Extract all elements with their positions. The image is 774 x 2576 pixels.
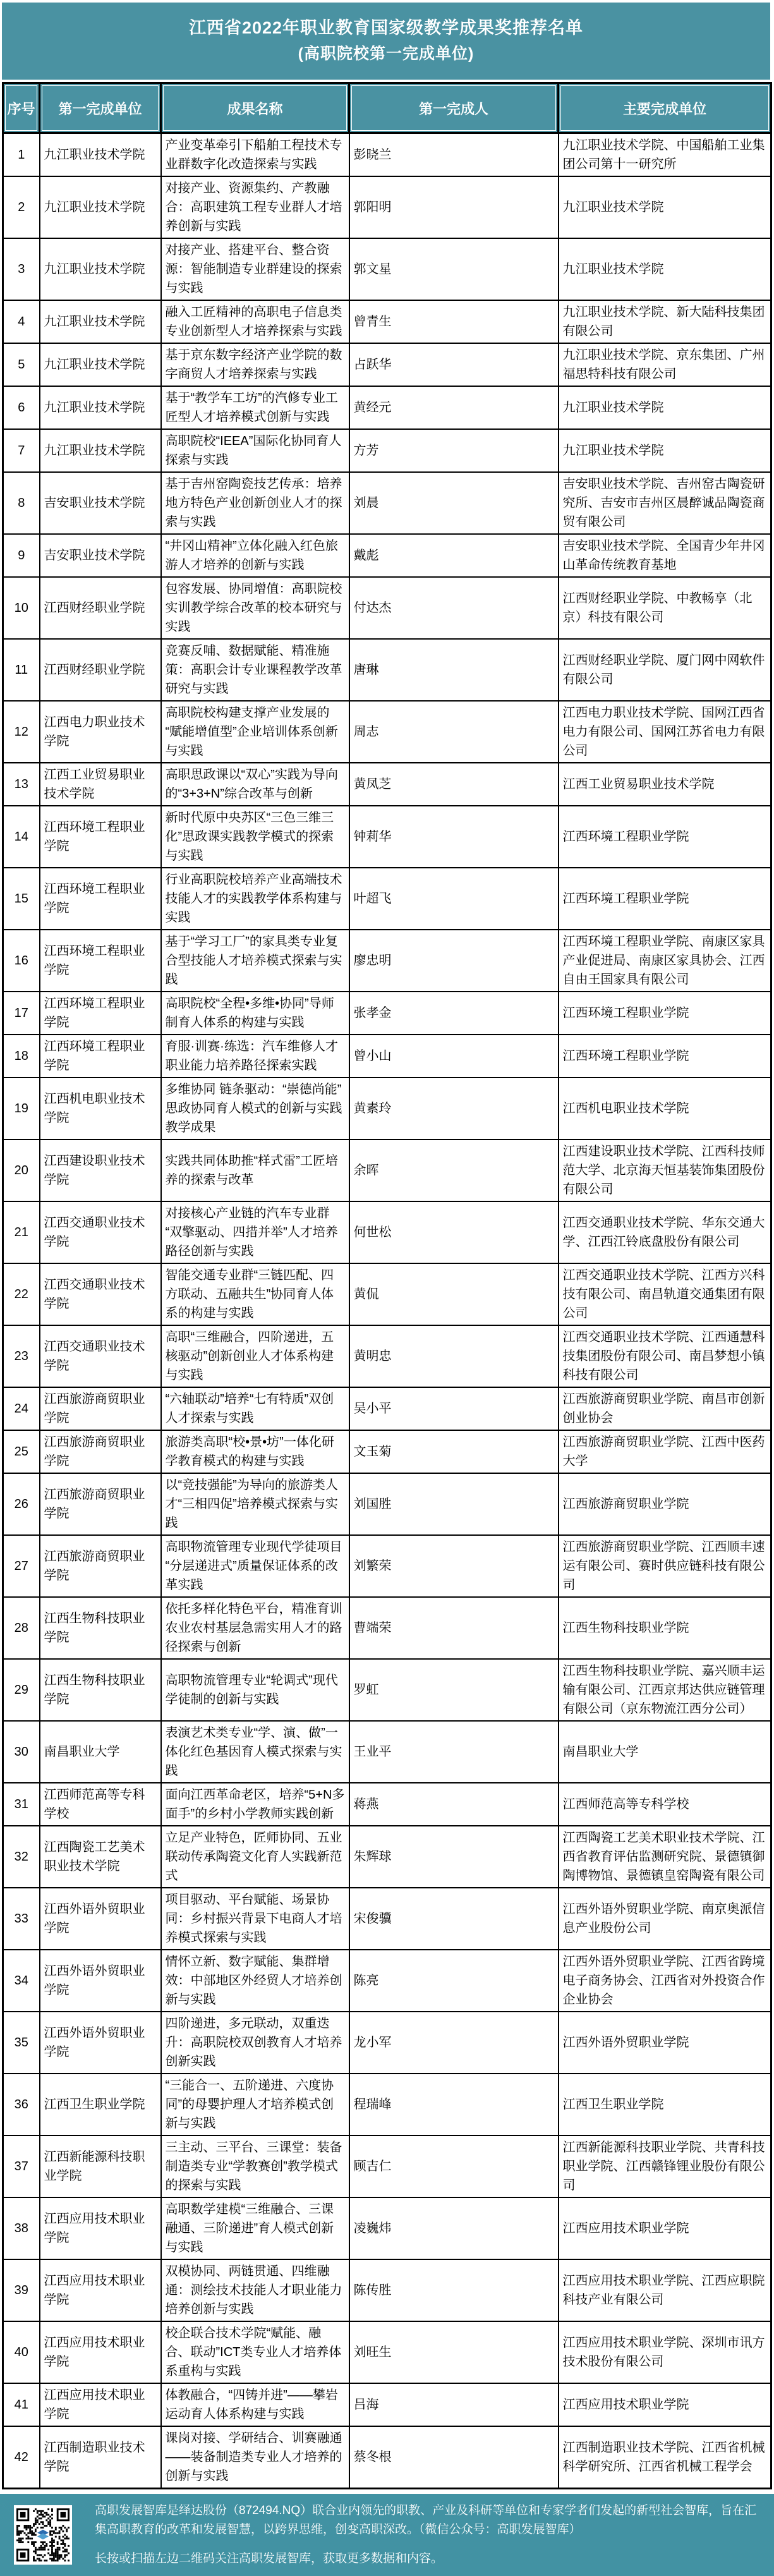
table-row	[3, 2074, 771, 2136]
row-number: 30	[3, 1721, 40, 1783]
table-row	[3, 1139, 771, 1201]
row-main-units: 南昌职业大学	[559, 1721, 771, 1783]
row-number: 19	[3, 1078, 40, 1139]
row-first-person: 钟莉华	[349, 806, 559, 868]
row-main-units: 江西生物科技职业学院、嘉兴顺丰运输有限公司、江西京邦达供应链管理有限公司（京东物流江西分公司）	[559, 1659, 771, 1721]
table-row	[3, 386, 771, 429]
row-number: 39	[3, 2259, 40, 2321]
row-achievement-name: 新时代原中央苏区“三色三维三化”思政课实践教学模式的探索与实践	[161, 806, 349, 868]
row-main-units: 江西环境工程职业学院、南康区家具产业促进局、南康区家具协会、江西自由王国家具有限公司	[559, 930, 771, 992]
row-number: 18	[3, 1035, 40, 1078]
row-first-unit: 江西交通职业技术学院	[40, 1325, 161, 1387]
row-first-person: 张孝金	[349, 992, 559, 1035]
row-achievement-name: 情怀立新、数字赋能、集群增效：中部地区外经贸人才培养创新与实践	[161, 1950, 349, 2012]
row-main-units: 江西环境工程职业学院	[559, 806, 771, 868]
table-row	[3, 992, 771, 1035]
row-main-units: 江西卫生职业学院	[559, 2074, 771, 2136]
row-first-unit: 江西应用技术职业学院	[40, 2197, 161, 2259]
table-row	[3, 238, 771, 300]
row-achievement-name: 产业变革牵引下船舶工程技术专业群数字化改造探索与实践	[161, 133, 349, 177]
table-row	[3, 2259, 771, 2321]
row-achievement-name: 校企联合技术学院“赋能、融合、联动”ICT类专业人才培养体系重构与实践	[161, 2321, 349, 2383]
row-main-units: 九江职业技术学院	[559, 386, 771, 429]
row-achievement-name: 基于“教学车工坊”的汽修专业工匠型人才培养模式创新与实践	[161, 386, 349, 429]
row-number: 36	[3, 2074, 40, 2136]
col-header-achievement: 成果名称	[161, 83, 349, 133]
row-number: 11	[3, 639, 40, 701]
row-achievement-name: 高职物流管理专业“轮调式”现代学徒制的创新与实践	[161, 1659, 349, 1721]
row-main-units: 江西环境工程职业学院	[559, 992, 771, 1035]
row-achievement-name: “六轴联动”培养“七有特质”双创人才探索与实践	[161, 1387, 349, 1430]
row-first-unit: 江西环境工程职业学院	[40, 868, 161, 930]
row-number: 40	[3, 2321, 40, 2383]
table-row	[3, 868, 771, 930]
row-first-person: 宋俊骥	[349, 1888, 559, 1950]
row-first-unit: 江西新能源科技职业学院	[40, 2136, 161, 2197]
row-main-units: 江西外语外贸职业学院	[559, 2012, 771, 2074]
row-achievement-name: 实践共同体助推“样式雷”工匠培养的探索与改革	[161, 1139, 349, 1201]
row-achievement-name: 对接产业、资源集约、产教融合：高职建筑工程专业群人才培养创新与实践	[161, 176, 349, 238]
col-header-first-unit: 第一完成单位	[40, 83, 161, 133]
table-row	[3, 2321, 771, 2383]
row-first-unit: 江西陶瓷工艺美术职业技术学院	[40, 1826, 161, 1888]
row-number: 37	[3, 2136, 40, 2197]
row-first-person: 凌巍炜	[349, 2197, 559, 2259]
row-first-unit: 江西环境工程职业学院	[40, 806, 161, 868]
row-main-units: 江西应用技术职业学院	[559, 2197, 771, 2259]
table-row	[3, 1826, 771, 1888]
row-first-unit: 江西交通职业技术学院	[40, 1263, 161, 1325]
page-subtitle: (高职院校第一完成单位)	[298, 45, 475, 63]
row-main-units: 吉安职业技术学院、吉州窑古陶瓷研究所、吉安市吉州区晨醉诚品陶瓷商贸有限公司	[559, 472, 771, 534]
row-first-person: 黄侃	[349, 1263, 559, 1325]
row-achievement-name: 基于吉州窑陶瓷技艺传承：培养地方特色产业创新创业人才的探索与实践	[161, 472, 349, 534]
row-number: 12	[3, 701, 40, 763]
row-achievement-name: 旅游类高职“校•景•坊”一体化研学教育模式的构建与实践	[161, 1430, 349, 1473]
row-first-person: 曹端荣	[349, 1597, 559, 1659]
row-achievement-name: 高职数学建模“三维融合、三课融通、三阶递进”育人模式创新与实践	[161, 2197, 349, 2259]
table-row	[3, 429, 771, 472]
row-achievement-name: 体教融合，“四铸并进”——攀岩运动育人体系构建与实践	[161, 2383, 349, 2426]
row-first-unit: 九江职业技术学院	[40, 429, 161, 472]
row-main-units: 江西师范高等专科学校	[559, 1783, 771, 1826]
row-achievement-name: 多维协同 链条驱动：“崇德尚能”思政协同育人模式的创新与实践教学成果	[161, 1078, 349, 1139]
row-first-unit: 九江职业技术学院	[40, 343, 161, 386]
row-first-unit: 江西生物科技职业学院	[40, 1659, 161, 1721]
row-number: 16	[3, 930, 40, 992]
row-main-units: 江西旅游商贸职业学院、江西中医药大学	[559, 1430, 771, 1473]
row-first-person: 黄明忠	[349, 1325, 559, 1387]
row-main-units: 九江职业技术学院、新大陆科技集团有限公司	[559, 300, 771, 343]
row-number: 38	[3, 2197, 40, 2259]
row-first-person: 方芳	[349, 429, 559, 472]
row-number: 31	[3, 1783, 40, 1826]
row-number: 32	[3, 1826, 40, 1888]
row-first-unit: 江西应用技术职业学院	[40, 2259, 161, 2321]
row-main-units: 江西环境工程职业学院	[559, 868, 771, 930]
row-first-unit: 江西旅游商贸职业学院	[40, 1387, 161, 1430]
row-main-units: 江西新能源科技职业学院、共青科技职业学院、江西赣锋锂业股份有限公司	[559, 2136, 771, 2197]
table-row	[3, 1888, 771, 1950]
qr-code	[14, 2505, 72, 2565]
table-row	[3, 701, 771, 763]
table-row	[3, 1473, 771, 1535]
row-achievement-name: 行业高职院校培养产业高端技术技能人才的实践教学体系构建与实践	[161, 868, 349, 930]
row-main-units: 江西陶瓷工艺美术职业技术学院、江西省教育评估监测研究院、景德镇御陶博物馆、景德镇皇窑陶瓷有限公司	[559, 1826, 771, 1888]
row-first-unit: 江西电力职业技术学院	[40, 701, 161, 763]
row-achievement-name: 对接产业、搭建平台、整合资源：智能制造专业群建设的探索与实践	[161, 238, 349, 300]
row-achievement-name: 面向江西革命老区，培养“5+N多面手”的乡村小学教师实践创新	[161, 1783, 349, 1826]
table-row	[3, 176, 771, 238]
row-first-person: 唐琳	[349, 639, 559, 701]
table-row	[3, 577, 771, 639]
row-main-units: 江西制造职业技术学院、江西省机械科学研究所、江西省机械工程学会	[559, 2426, 771, 2489]
row-achievement-name: 智能交通专业群“三链匹配、四方联动、五融共生”协同育人体系的构建与实践	[161, 1263, 349, 1325]
row-number: 15	[3, 868, 40, 930]
row-number: 33	[3, 1888, 40, 1950]
row-first-person: 刘繁荣	[349, 1535, 559, 1597]
row-first-unit: 江西应用技术职业学院	[40, 2383, 161, 2426]
row-number: 41	[3, 2383, 40, 2426]
row-achievement-name: 高职“三维融合，四阶递进，五核驱动”创新创业人才体系构建与实践	[161, 1325, 349, 1387]
row-first-unit: 吉安职业技术学院	[40, 472, 161, 534]
row-first-person: 罗虹	[349, 1659, 559, 1721]
row-number: 6	[3, 386, 40, 429]
row-first-unit: 江西师范高等专科学校	[40, 1783, 161, 1826]
table-row	[3, 1035, 771, 1078]
row-main-units: 江西建设职业技术学院、江西科技师范大学、北京海天恒基装饰集团股份有限公司	[559, 1139, 771, 1201]
row-main-units: 江西交通职业技术学院、江西方兴科技有限公司、南昌轨道交通集团有限公司	[559, 1263, 771, 1325]
row-achievement-name: 以“竞技强能”为导向的旅游类人才“三相四促”培养模式探索与实践	[161, 1473, 349, 1535]
row-main-units: 九江职业技术学院	[559, 238, 771, 300]
table-row	[3, 1535, 771, 1597]
row-achievement-name: 四阶递进，多元联动，双重迭升：高职院校双创教育人才培养创新实践	[161, 2012, 349, 2074]
table-row	[3, 534, 771, 577]
col-header-main-units: 主要完成单位	[559, 83, 771, 133]
row-first-person: 黄素玲	[349, 1078, 559, 1139]
col-header-no: 序号	[3, 83, 40, 133]
row-achievement-name: 项目驱动、平台赋能、场景协同：乡村振兴背景下电商人才培养模式探索与实践	[161, 1888, 349, 1950]
table-row	[3, 2136, 771, 2197]
row-first-person: 朱辉球	[349, 1826, 559, 1888]
row-achievement-name: 基于京东数字经济产业学院的数字商贸人才培养探索与实践	[161, 343, 349, 386]
table-row	[3, 763, 771, 806]
row-achievement-name: 高职院校“IEEA”国际化协同育人探索与实践	[161, 429, 349, 472]
row-first-person: 程瑞峰	[349, 2074, 559, 2136]
row-achievement-name: 高职院校构建支撑产业发展的“赋能增值型”企业培训体系创新与实践	[161, 701, 349, 763]
table-row	[3, 1430, 771, 1473]
row-first-unit: 江西环境工程职业学院	[40, 930, 161, 992]
table-row	[3, 343, 771, 386]
table-row	[3, 930, 771, 992]
table-row	[3, 1201, 771, 1263]
row-first-person: 吕海	[349, 2383, 559, 2426]
row-number: 3	[3, 238, 40, 300]
row-first-unit: 江西财经职业学院	[40, 577, 161, 639]
row-achievement-name: “井冈山精神”立体化融入红色旅游人才培养的创新与实践	[161, 534, 349, 577]
row-first-unit: 江西交通职业技术学院	[40, 1201, 161, 1263]
row-first-person: 何世松	[349, 1201, 559, 1263]
footer-scan-hint: 长按或扫描左边二维码关注高职发展智库，获取更多数据和内容。	[95, 2552, 444, 2565]
header-row	[3, 83, 771, 133]
row-first-person: 刘旺生	[349, 2321, 559, 2383]
row-number: 42	[3, 2426, 40, 2489]
row-first-unit: 江西外语外贸职业学院	[40, 1888, 161, 1950]
table-row	[3, 639, 771, 701]
row-main-units: 九江职业技术学院、京东集团、广州福思特科技有限公司	[559, 343, 771, 386]
table-row	[3, 2197, 771, 2259]
row-first-person: 周志	[349, 701, 559, 763]
row-achievement-name: 对接核心产业链的汽车专业群“双擎驱动、四措并举”人才培养路径创新与实践	[161, 1201, 349, 1263]
row-first-unit: 江西旅游商贸职业学院	[40, 1473, 161, 1535]
row-achievement-name: 融入工匠精神的高职电子信息类专业创新型人才培养探索与实践	[161, 300, 349, 343]
row-main-units: 江西机电职业技术学院	[559, 1078, 771, 1139]
row-main-units: 江西财经职业学院、厦门网中网软件有限公司	[559, 639, 771, 701]
row-first-person: 占跃华	[349, 343, 559, 386]
row-first-unit: 江西机电职业技术学院	[40, 1078, 161, 1139]
row-main-units: 江西外语外贸职业学院、江西省跨境电子商务协会、江西省对外投资合作企业协会	[559, 1950, 771, 2012]
row-first-person: 曾青生	[349, 300, 559, 343]
row-number: 28	[3, 1597, 40, 1659]
table-row	[3, 1325, 771, 1387]
row-main-units: 九江职业技术学院	[559, 429, 771, 472]
row-number: 14	[3, 806, 40, 868]
row-main-units: 江西交通职业技术学院、华东交通大学、江西江铃底盘股份有限公司	[559, 1201, 771, 1263]
row-achievement-name: 表演艺术类专业“学、演、做”一体化红色基因育人模式探索与实践	[161, 1721, 349, 1783]
row-first-unit: 江西制造职业技术学院	[40, 2426, 161, 2489]
table-row	[3, 300, 771, 343]
row-number: 35	[3, 2012, 40, 2074]
row-first-unit: 九江职业技术学院	[40, 176, 161, 238]
table-row	[3, 1721, 771, 1783]
row-first-unit: 江西外语外贸职业学院	[40, 1950, 161, 2012]
row-first-person: 余晖	[349, 1139, 559, 1201]
row-number: 20	[3, 1139, 40, 1201]
row-number: 5	[3, 343, 40, 386]
row-first-unit: 江西卫生职业学院	[40, 2074, 161, 2136]
row-achievement-name: 育服·训赛·练选：汽车维修人才职业能力培养路径探索实践	[161, 1035, 349, 1078]
row-number: 7	[3, 429, 40, 472]
row-number: 13	[3, 763, 40, 806]
row-achievement-name: 基于“学习工厂”的家具类专业复合型技能人才培养模式探索与实践	[161, 930, 349, 992]
row-first-unit: 江西旅游商贸职业学院	[40, 1535, 161, 1597]
row-number: 25	[3, 1430, 40, 1473]
row-first-unit: 南昌职业大学	[40, 1721, 161, 1783]
row-main-units: 九江职业技术学院	[559, 176, 771, 238]
row-achievement-name: 高职思政课以“双心”实践为导向的“3+3+N”综合改革与创新	[161, 763, 349, 806]
row-first-unit: 江西外语外贸职业学院	[40, 2012, 161, 2074]
table-body	[3, 133, 771, 2489]
row-main-units: 江西交通职业技术学院、江西通慧科技集团股份有限公司、南昌梦想小镇科技有限公司	[559, 1325, 771, 1387]
table-row	[3, 1078, 771, 1139]
row-number: 17	[3, 992, 40, 1035]
row-first-person: 文玉菊	[349, 1430, 559, 1473]
row-number: 27	[3, 1535, 40, 1597]
row-first-unit: 江西环境工程职业学院	[40, 992, 161, 1035]
row-main-units: 江西生物科技职业学院	[559, 1597, 771, 1659]
row-number: 26	[3, 1473, 40, 1535]
row-main-units: 九江职业技术学院、中国船舶工业集团公司第十一研究所	[559, 133, 771, 177]
row-first-unit: 江西建设职业技术学院	[40, 1139, 161, 1201]
row-achievement-name: 竞赛反哺、数据赋能、精准施策：高职会计专业课程教学改革研究与实践	[161, 639, 349, 701]
row-achievement-name: “三能合一、五阶递进、六度协同”的母婴护理人才培养模式创新与实践	[161, 2074, 349, 2136]
table-row	[3, 2383, 771, 2426]
row-first-person: 彭晓兰	[349, 133, 559, 177]
row-main-units: 江西旅游商贸职业学院、江西顺丰速运有限公司、赛时供应链科技有限公司	[559, 1535, 771, 1597]
row-achievement-name: 双模协同、两链贯通、四维融通：测绘技术技能人才职业能力培养创新与实践	[161, 2259, 349, 2321]
table-row	[3, 1387, 771, 1430]
awards-table	[2, 82, 772, 2489]
row-number: 29	[3, 1659, 40, 1721]
row-main-units: 江西财经职业学院、中教畅享（北京）科技有限公司	[559, 577, 771, 639]
table-row	[3, 1659, 771, 1721]
row-first-person: 廖忠明	[349, 930, 559, 992]
row-number: 10	[3, 577, 40, 639]
row-achievement-name: 三主动、三平台、三课堂：装备制造类专业“学教赛创”教学模式的探索与实践	[161, 2136, 349, 2197]
row-first-unit: 江西应用技术职业学院	[40, 2321, 161, 2383]
row-main-units: 吉安职业技术学院、全国青少年井冈山革命传统教育基地	[559, 534, 771, 577]
row-first-person: 龙小军	[349, 2012, 559, 2074]
footer-text	[95, 2501, 763, 2568]
table-row	[3, 1597, 771, 1659]
row-first-unit: 九江职业技术学院	[40, 133, 161, 177]
row-first-person: 戴彪	[349, 534, 559, 577]
row-first-person: 吴小平	[349, 1387, 559, 1430]
row-achievement-name: 高职院校“全程•多维•协同”导师制育人体系的构建与实践	[161, 992, 349, 1035]
row-first-person: 陈亮	[349, 1950, 559, 2012]
row-first-unit: 江西生物科技职业学院	[40, 1597, 161, 1659]
row-first-person: 顾吉仁	[349, 2136, 559, 2197]
col-header-first-person: 第一完成人	[349, 83, 559, 133]
footer-description: 高职发展智库是绎达股份（872494.NQ）联合业内领先的职教、产业及科研等单位和专家学者们发起的新型社会智库，旨在汇集高职教育的改革和发展智慧，以跨界思维，创变高职深改。（微信公众号：高职发展智库）	[95, 2504, 757, 2536]
row-first-unit: 江西旅游商贸职业学院	[40, 1430, 161, 1473]
row-main-units: 江西环境工程职业学院	[559, 1035, 771, 1078]
row-main-units: 江西外语外贸职业学院、南京奥派信息产业股份公司	[559, 1888, 771, 1950]
row-first-person: 刘国胜	[349, 1473, 559, 1535]
row-first-person: 蔡冬根	[349, 2426, 559, 2489]
row-first-person: 叶超飞	[349, 868, 559, 930]
row-achievement-name: 依托多样化特色平台，精准育训农业农村基层急需实用人才的路径探索与创新	[161, 1597, 349, 1659]
document-title-block	[2, 3, 770, 80]
row-number: 34	[3, 1950, 40, 2012]
page-title: 江西省2022年职业教育国家级教学成果奖推荐名单	[188, 18, 584, 37]
row-first-unit: 九江职业技术学院	[40, 300, 161, 343]
row-number: 9	[3, 534, 40, 577]
table-row	[3, 2426, 771, 2489]
row-main-units: 江西旅游商贸职业学院、南昌市创新创业协会	[559, 1387, 771, 1430]
row-number: 22	[3, 1263, 40, 1325]
table-row	[3, 472, 771, 534]
row-main-units: 江西旅游商贸职业学院	[559, 1473, 771, 1535]
row-first-person: 曾小山	[349, 1035, 559, 1078]
page	[0, 3, 774, 2576]
row-first-unit: 江西工业贸易职业技术学院	[40, 763, 161, 806]
row-first-unit: 九江职业技术学院	[40, 386, 161, 429]
row-first-person: 刘晨	[349, 472, 559, 534]
row-number: 4	[3, 300, 40, 343]
table-row	[3, 133, 771, 177]
row-number: 2	[3, 176, 40, 238]
row-main-units: 江西应用技术职业学院、江西应职院科技产业有限公司	[559, 2259, 771, 2321]
row-first-person: 黄凤芝	[349, 763, 559, 806]
row-first-person: 付达杰	[349, 577, 559, 639]
row-first-person: 陈传胜	[349, 2259, 559, 2321]
row-number: 24	[3, 1387, 40, 1430]
row-first-person: 郭文星	[349, 238, 559, 300]
table-header	[3, 83, 771, 133]
row-achievement-name: 课岗对接、学研结合、训赛融通——装备制造类专业人才培养的创新与实践	[161, 2426, 349, 2489]
row-first-unit: 九江职业技术学院	[40, 238, 161, 300]
row-main-units: 江西工业贸易职业技术学院	[559, 763, 771, 806]
row-first-unit: 江西环境工程职业学院	[40, 1035, 161, 1078]
row-main-units: 江西电力职业技术学院、国网江西省电力有限公司、国网江苏省电力有限公司	[559, 701, 771, 763]
table-row	[3, 1950, 771, 2012]
qr-code-icon	[16, 2508, 70, 2561]
row-first-unit: 吉安职业技术学院	[40, 534, 161, 577]
footer-banner	[0, 2494, 774, 2576]
table-row	[3, 1783, 771, 1826]
row-first-person: 蒋燕	[349, 1783, 559, 1826]
row-number: 8	[3, 472, 40, 534]
table-row	[3, 806, 771, 868]
row-first-person: 王业平	[349, 1721, 559, 1783]
row-first-person: 黄经元	[349, 386, 559, 429]
table-row	[3, 1263, 771, 1325]
row-number: 23	[3, 1325, 40, 1387]
row-first-person: 郭阳明	[349, 176, 559, 238]
row-number: 1	[3, 133, 40, 177]
row-first-unit: 江西财经职业学院	[40, 639, 161, 701]
row-achievement-name: 立足产业特色，匠师协同、五业联动传承陶瓷文化育人实践新范式	[161, 1826, 349, 1888]
row-achievement-name: 高职物流管理专业现代学徒项目“分层递进式”质量保证体系的改革实践	[161, 1535, 349, 1597]
row-achievement-name: 包容发展、协同增值：高职院校实训教学综合改革的校本研究与实践	[161, 577, 349, 639]
table-row	[3, 2012, 771, 2074]
row-main-units: 江西应用技术职业学院	[559, 2383, 771, 2426]
row-number: 21	[3, 1201, 40, 1263]
row-main-units: 江西应用技术职业学院、深圳市讯方技术股份有限公司	[559, 2321, 771, 2383]
